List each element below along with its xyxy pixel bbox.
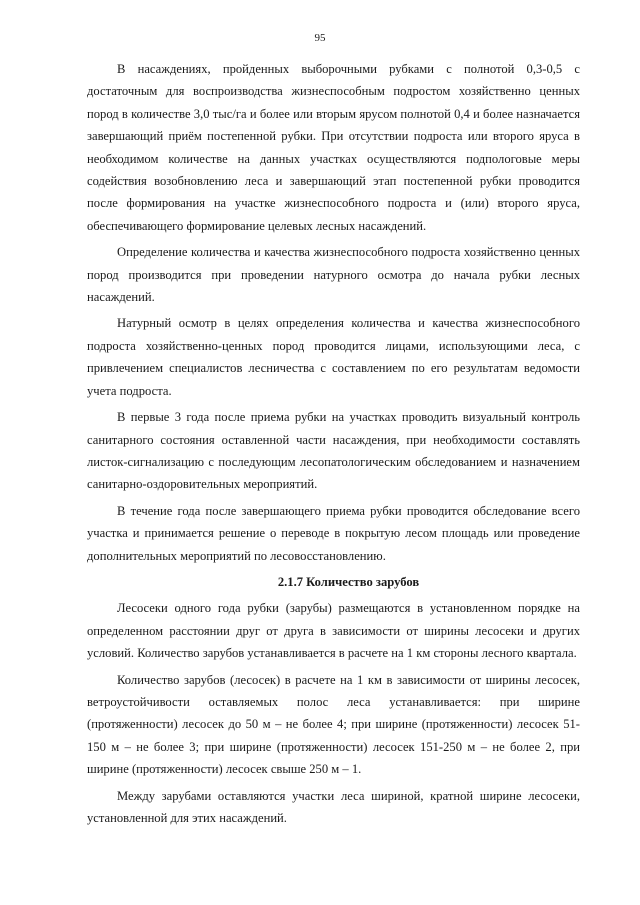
paragraph: В первые 3 года после приема рубки на участках проводить визуальный контроль санитарного состояния оставленной части насаждения, при необходимости составлять листок-сигнализацию с последующим лесопатологическим обследованием и назначением санитарно-оздоровительных мероприятий. xyxy=(87,410,580,492)
section-heading: 2.1.7 Количество зарубов xyxy=(277,574,420,589)
paragraph: Натурный осмотр в целях определения количества и качества жизнеспособного подроста хозяйственно-ценных пород проводится лицами, использующими леса, с привлечением специалистов лесничества с составлением по его результатам ведомости учета подроста. xyxy=(87,316,580,398)
paragraph: В течение года после завершающего приема рубки проводится обследование всего участка и принимается решение о переводе в покрытую лесом площадь или проведение дополнительных мероприятий по лесовосстановлению. xyxy=(87,503,580,563)
paragraph: Лесосеки одного года рубки (зарубы) размещаются в установленном порядке на определенном расстоянии друг от друга в зависимости от ширины лесосеки и других условий. Количество зарубов устанавливается в расчете на 1 км стороны лесного квартала. xyxy=(87,601,580,661)
document-body xyxy=(87,58,580,829)
paragraph: Между зарубами оставляются участки леса шириной, кратной ширине лесосеки, установленной для этих насаждений. xyxy=(87,788,580,825)
paragraph: Определение количества и качества жизнеспособного подроста хозяйственно ценных пород производится при проведении натурного осмотра до начала рубки лесных насаждений. xyxy=(87,245,580,305)
paragraph: Количество зарубов (лесосек) в расчете на 1 км в зависимости от ширины лесосек, ветроустойчивости оставляемых полос леса устанавливается: при ширине (протяженности) лесосек до 50 м – не более 4; при ширине (протяженности) лесосек 51-150 м – не более 3; при ширине (протяженности) лесосек 151-250 м – не более 2, при ширине (протяженности) лесосек свыше 250 м – 1. xyxy=(87,672,580,777)
paragraph: В насаждениях, пройденных выборочными рубками с полнотой 0,3-0,5 с достаточным для воспроизводства жизнеспособным подростом хозяйственно ценных пород в количестве 3,0 тыс/га и более или вторым ярусом полнотой 0,4 и более назначается завершающий приём постепенной рубки. При отсутствии подроста или второго яруса в необходимом количестве на данных участках осуществляются подпологовые меры содействия возобновлению леса и завершающий этап постепенной рубки проводится после формирования на участке жизнеспособного подроста и (или) второго яруса, обеспечивающего формирование целевых лесных насаждений. xyxy=(87,62,580,233)
page-number: 95 xyxy=(314,32,326,44)
